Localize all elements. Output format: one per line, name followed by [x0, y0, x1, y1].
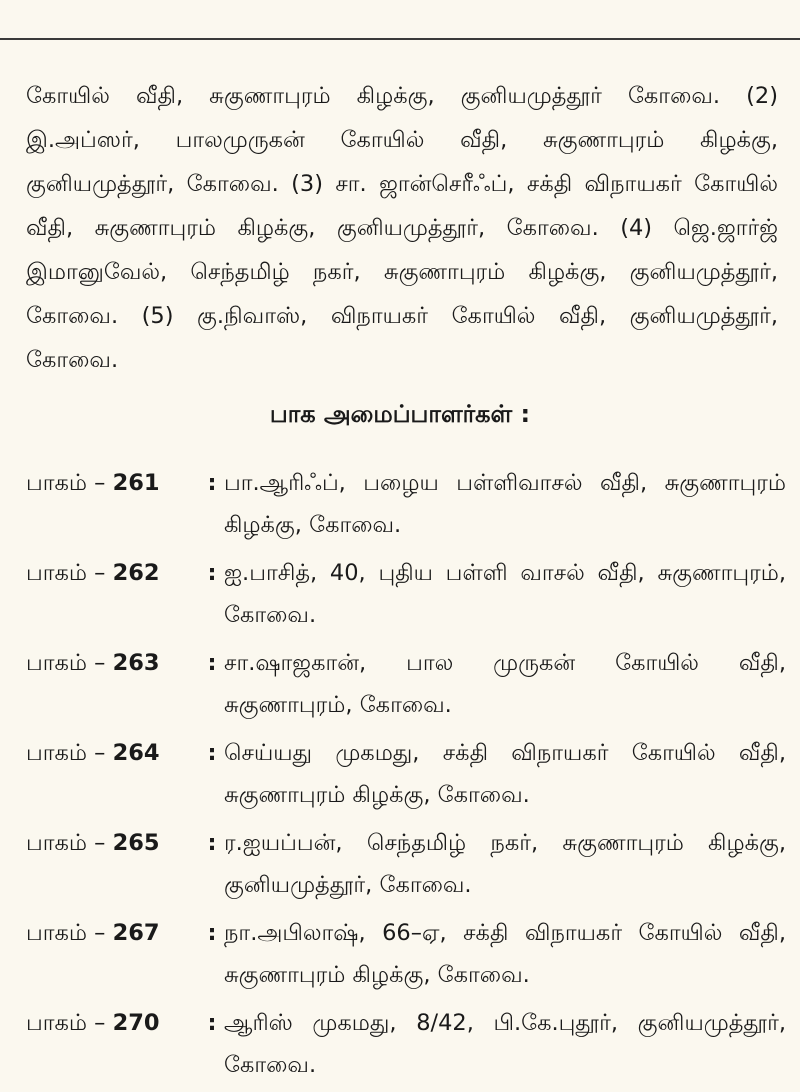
top-divider: [0, 38, 800, 40]
part-label: [26, 642, 200, 684]
part-label: [26, 552, 200, 594]
part-organizer-text: பா.ஆரிஃப், பழைய பள்ளிவாசல் வீதி, சுகுணாபுரம் கிழக்கு, கோவை.: [224, 470, 786, 538]
part-row-270: [26, 1002, 786, 1086]
part-separator: :: [207, 830, 217, 856]
parts-list: [26, 462, 786, 1092]
part-organizer-text: நா.அபிலாஷ், 66–ஏ, சக்தி விநாயகர் கோயில் வீதி, சுகுணாபுரம் கிழக்கு, கோவை.: [224, 920, 786, 988]
part-row-264: [26, 732, 786, 816]
part-number: 261: [112, 470, 160, 496]
part-number: 263: [112, 650, 160, 676]
intro-paragraph: கோயில் வீதி, சுகுணாபுரம் கிழக்கு, குனியமுத்தூர் கோவை. (2) இ.அப்ஸர், பாலமுருகன் கோயில் வீதி, சுகுணாபுரம் கிழக்கு, குனியமுத்தூர், கோவை. (3) சா. ஜான்செரீஃப், சக்தி விநாயகர் கோயில் வீதி, சுகுணாபுரம் கிழக்கு, குனியமுத்தூர், கோவை. (4) ஜெ.ஜார்ஜ் இமானுவேல், செந்தமிழ் நகர், சுகுணாபுரம் கிழக்கு, குனியமுத்தூர், கோவை. (5) கு.நிவாஸ், விநாயகர் கோயில் வீதி, குனியமுத்தூர், கோவை.: [26, 83, 778, 373]
part-row-265: [26, 822, 786, 906]
part-label: [26, 822, 200, 864]
part-organizer-text: செய்யது முகமது, சக்தி விநாயகர் கோயில் வீதி, சுகுணாபுரம் கிழக்கு, கோவை.: [224, 740, 786, 808]
part-number: 265: [112, 830, 160, 856]
part-label: [26, 462, 200, 504]
part-row-262: [26, 552, 786, 636]
part-organizer-text: ஐ.பாசித், 40, புதிய பள்ளி வாசல் வீதி, சுகுணாபுரம், கோவை.: [224, 560, 786, 628]
part-organizer-text: சா.ஷாஜகான், பால முருகன் கோயில் வீதி, சுகுணாபுரம், கோவை.: [224, 650, 786, 718]
part-row-261: [26, 462, 786, 546]
part-label-word: பாகம் –: [26, 830, 113, 856]
section-heading: பாக அமைப்பாளர்கள் :: [269, 400, 531, 428]
part-organizer-text: ர.ஐயப்பன், செந்தமிழ் நகர், சுகுணாபுரம் கிழக்கு, குனியமுத்தூர், கோவை.: [224, 830, 786, 898]
part-row-267: [26, 912, 786, 996]
part-separator: :: [207, 1010, 217, 1036]
part-label: [26, 732, 200, 774]
part-label: [26, 1002, 200, 1044]
part-separator: :: [207, 470, 217, 496]
part-label: [26, 912, 200, 954]
part-label-word: பாகம் –: [26, 740, 113, 766]
part-organizer-text: ஆரிஸ் முகமது, 8/42, பி.கே.புதூர், குனியமுத்தூர், கோவை.: [224, 1010, 786, 1078]
part-number: 267: [112, 920, 160, 946]
part-row-263: [26, 642, 786, 726]
part-number: 264: [112, 740, 160, 766]
intro-paragraph-block: [26, 74, 778, 382]
part-label-word: பாகம் –: [26, 560, 113, 586]
part-number: 262: [112, 560, 160, 586]
part-number: 270: [112, 1010, 160, 1036]
part-separator: :: [207, 740, 217, 766]
part-label-word: பாகம் –: [26, 920, 113, 946]
part-separator: :: [207, 560, 217, 586]
part-separator: :: [207, 650, 217, 676]
part-label-word: பாகம் –: [26, 650, 113, 676]
part-label-word: பாகம் –: [26, 1010, 113, 1036]
part-separator: :: [207, 920, 217, 946]
part-label-word: பாகம் –: [26, 470, 113, 496]
